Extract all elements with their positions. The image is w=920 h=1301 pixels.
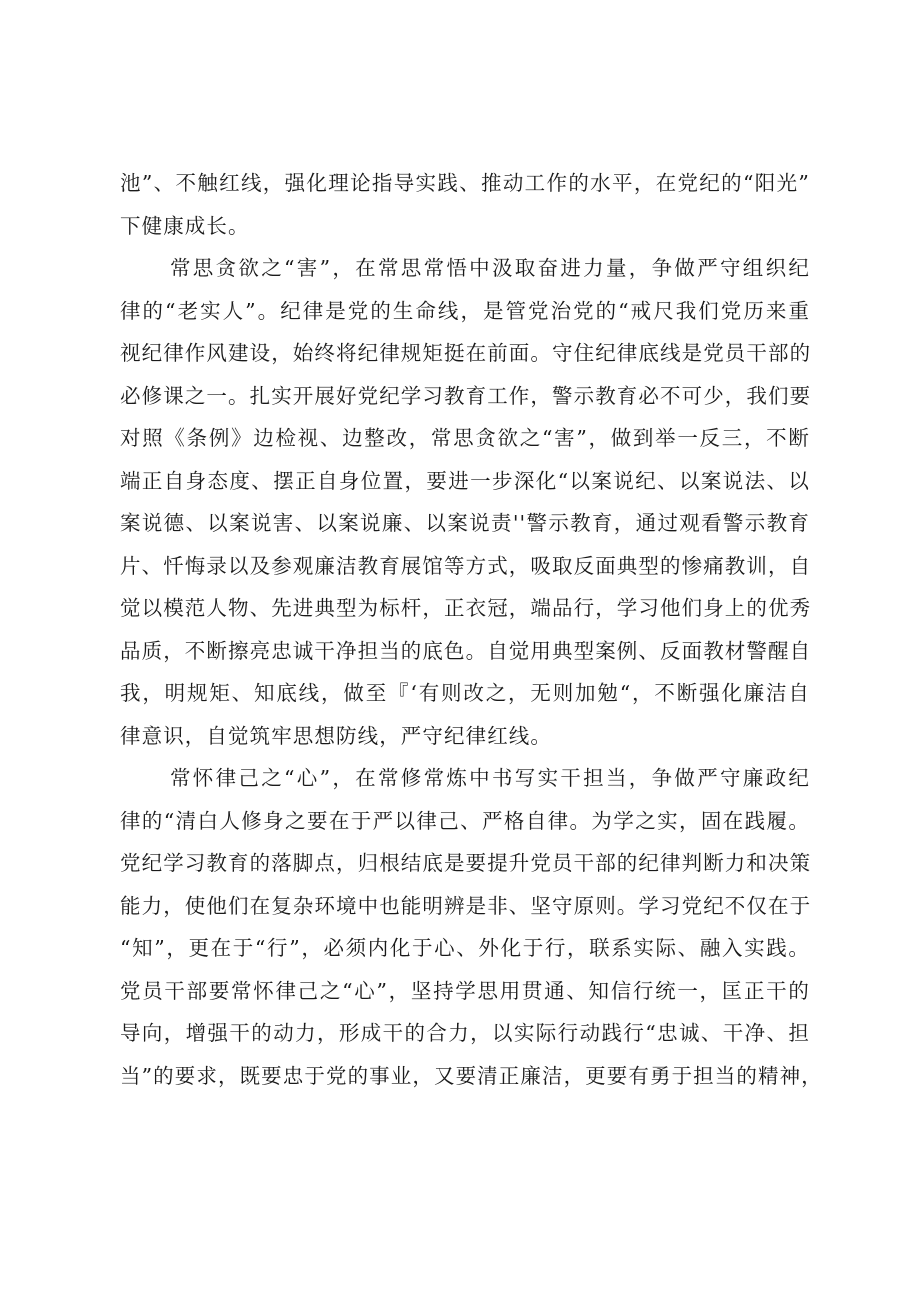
paragraph-2-line-4: 必修课之一。扎实开展好党纪学习教育工作，警示教育必不可少，我们要 (120, 383, 812, 408)
paragraph-3-line-5: “知”，更在于“行”，必须内化于心、外化于行，联系实际、融入实践。 (120, 936, 810, 960)
paragraph-3-line-4: 能力，使他们在复杂环境中也能明辨是非、坚守原则。学习党纪不仅在于 (120, 893, 812, 918)
paragraph-3-line-6: 党员干部要常怀律己之“心”，坚持学思用贯通、知信行统一，匡正干的 (120, 978, 810, 1003)
paragraph-2-line-12: 律意识，自觉筑牢思想防线，严守纪律红线。 (120, 723, 552, 748)
paragraph-2-line-10: 品质，不断擦亮忠诚干净担当的底色。自觉用典型案例、反面教材警醒自 (120, 638, 812, 663)
paragraph-2-line-2: 律的“老实人”。纪律是党的生命线，是管党治党的“戒尺我们党历来重 (120, 298, 810, 323)
paragraph-3-line-3: 党纪学习教育的落脚点，归根结底是要提升党员干部的纪律判断力和决策 (120, 851, 812, 875)
paragraph-1-line-2: 下健康成长。 (120, 213, 250, 238)
paragraph-2-line-7: 案说德、以案说害、以案说廉、以案说责''警示教育，通过观看警示教育 (120, 511, 810, 535)
paragraph-2-line-8: 片、忏悔录以及参观廉洁教育展馆等方式，吸取反面典型的惨痛教训，自 (120, 553, 812, 578)
paragraph-2-line-3: 视纪律作风建设，始终将纪律规矩挺在前面。守住纪律底线是党员干部的 (120, 341, 812, 365)
paragraph-3-line-1: 常怀律己之“心”，在常修常炼中书写实干担当，争做严守廉政纪 (170, 766, 810, 790)
paragraph-3-line-7: 导向，增强干的动力，形成干的合力，以实际行动践行“忠诚、干净、担 (120, 1021, 810, 1045)
paragraph-3-line-8: 当”的要求，既要忠于党的事业，又要清正廉洁，更要有勇于担当的精神， (120, 1063, 823, 1088)
document-body (120, 162, 823, 1097)
paragraph-2-line-6: 端正自身态度、摆正自身位置，要进一步深化“以案说纪、以案说法、以 (120, 468, 810, 493)
paragraph-2-line-1: 常思贪欲之“害”，在常思常悟中汲取奋进力量，争做严守组织纪 (170, 256, 810, 280)
paragraph-2-line-9: 觉以模范人物、先进典型为标杆，正衣冠，端品行，学习他们身上的优秀 (120, 596, 812, 620)
paragraph-2-line-5: 对照《条例》边检视、边整改，常思贪欲之“害”，做到举一反三，不断 (120, 426, 810, 450)
paragraph-3-line-2: 律的“清白人修身之要在于严以律己、严格自律。为学之实，固在践履。 (120, 808, 810, 833)
paragraph-1-line-1: 池”、不触红线，强化理论指导实践、推动工作的水平，在党纪的“阳光” (120, 171, 810, 195)
paragraph-2-line-11: 我，明规矩、知底线，做至『‘有则改之，无则加勉“，不断强化廉洁自 (120, 681, 810, 705)
